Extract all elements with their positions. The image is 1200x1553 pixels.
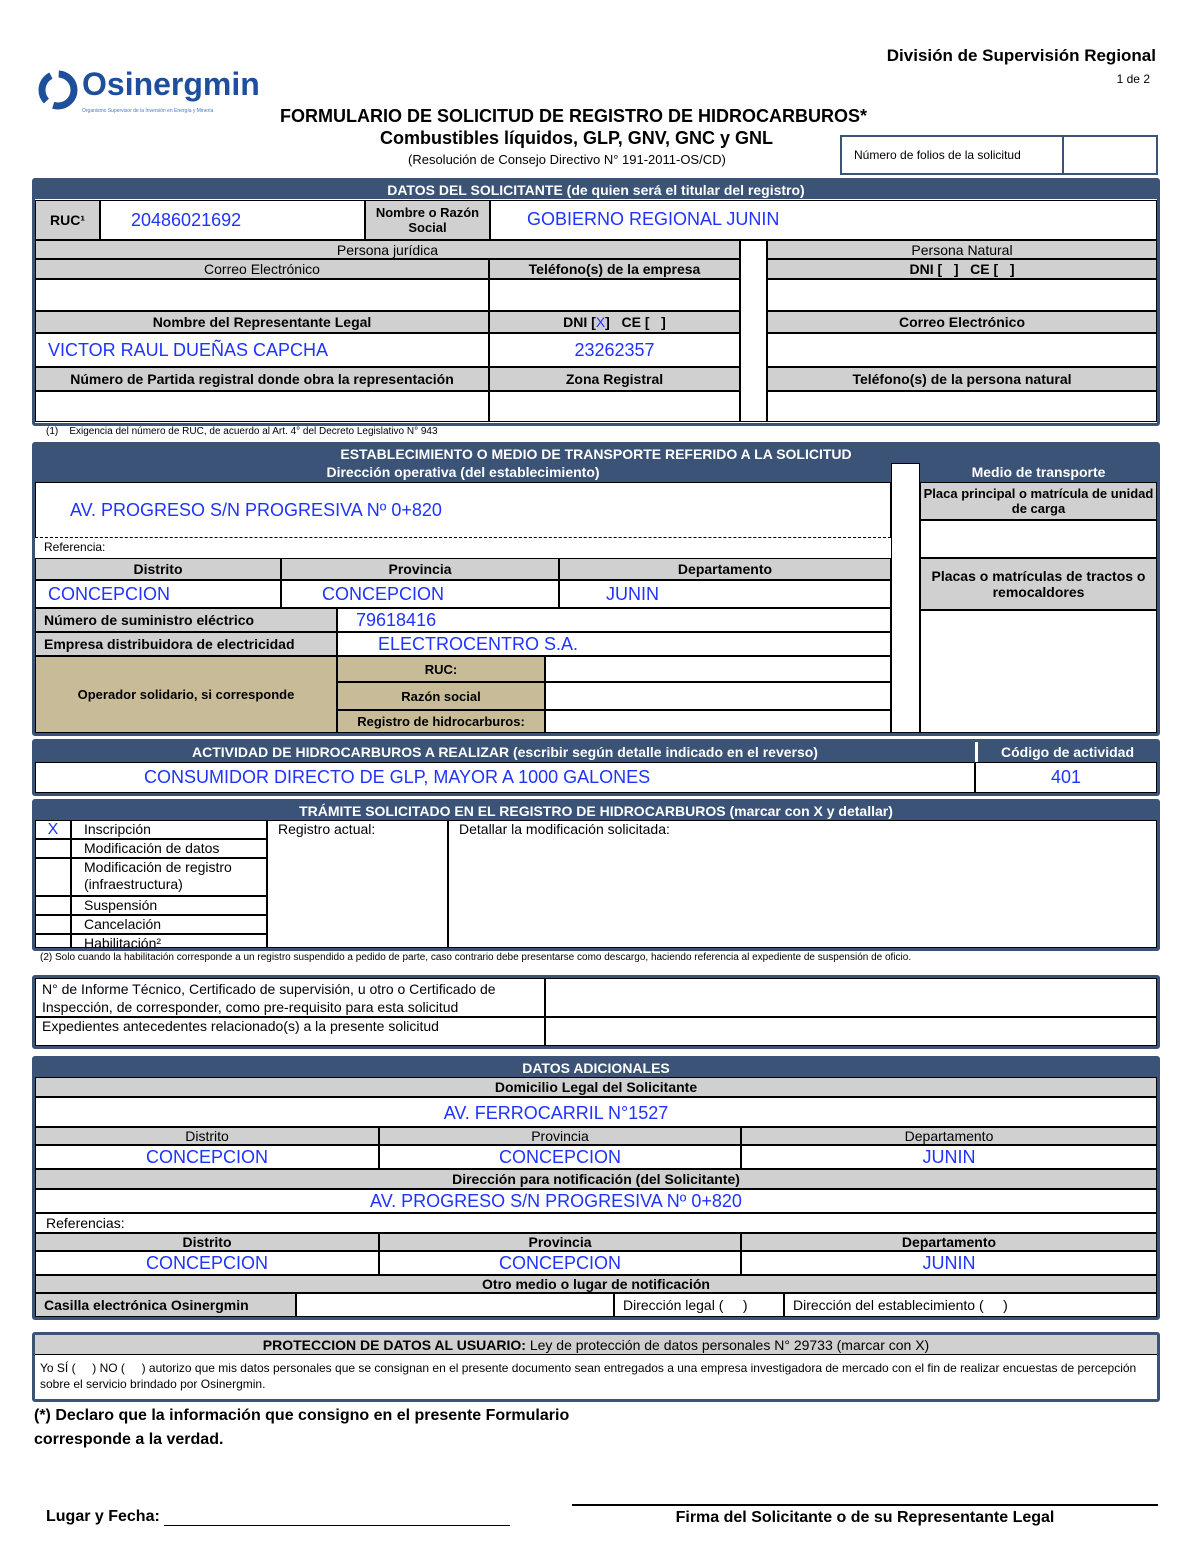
distrito-label: Distrito — [35, 558, 281, 580]
ruc-label: RUC¹ — [35, 200, 100, 240]
form-title: FORMULARIO DE SOLICITUD DE REGISTRO DE HIDROCARBUROS* — [280, 106, 868, 126]
codigo-field[interactable]: 401 — [975, 762, 1157, 793]
placas-field[interactable] — [920, 610, 1157, 733]
osinergmin-logo — [36, 66, 276, 122]
correo-label: Correo Electrónico — [35, 259, 489, 279]
dir-operativa-field[interactable]: AV. PROGRESO S/N PROGRESIVA Nº 0+820 — [35, 482, 891, 538]
ruc-field[interactable]: 20486021692 — [100, 200, 365, 240]
operador-registro-label: Registro de hidrocarburos: — [337, 710, 545, 733]
correo-pn-label: Correo Electrónico — [767, 311, 1157, 333]
registro-actual-field[interactable] — [267, 820, 448, 948]
footnote-1: (1) Exigencia del número de RUC, de acuerdo al Art. 4° del Decreto Legislativo N° 943 — [46, 426, 438, 437]
proteccion-header — [35, 1335, 1157, 1355]
detallar-field[interactable] — [448, 820, 1157, 948]
resolution-text: (Resolución de Consejo Directivo N° 191-2011-OS/CD) — [408, 152, 726, 167]
casilla-field[interactable] — [296, 1293, 614, 1317]
folios-label: Número de folios de la solicitud — [854, 148, 1021, 162]
distrito2-field[interactable]: CONCEPCION — [35, 1251, 379, 1275]
operador-razon-field[interactable] — [545, 682, 891, 710]
distrito1-field[interactable]: CONCEPCION — [35, 1145, 379, 1169]
referencias-label: Referencias: — [35, 1213, 1157, 1233]
operador-registro-field[interactable] — [545, 710, 891, 733]
casilla-label: Casilla electrónica Osinergmin — [35, 1293, 296, 1317]
firma-line — [572, 1504, 1158, 1506]
departamento2-field[interactable]: JUNIN — [741, 1251, 1157, 1275]
tramite-header: TRÁMITE SOLICITADO EN EL REGISTRO DE HIDROCARBUROS (marcar con X y detallar) — [35, 802, 1157, 820]
footnote-2: (2) Solo cuando la habilitación corresponde a un registro suspendido a pedido de parte, caso contrario debe presentarse como descargo, haciendo referencia al expediente de suspensión de oficio. — [40, 952, 912, 963]
partida-field[interactable] — [35, 391, 489, 422]
dir-operativa-label: Dirección operativa (del establecimiento) — [35, 463, 891, 482]
correo-field[interactable] — [35, 279, 489, 311]
dni-ce-label — [489, 311, 740, 333]
dir-legal-option[interactable]: Dirección legal ( ) — [614, 1293, 784, 1317]
registro-actual-label: Registro actual: — [278, 821, 376, 837]
divider-gap — [740, 240, 767, 422]
tramite-option-label: Modificación de registro (infraestructura) — [71, 858, 267, 896]
telefono-pn-label: Teléfono(s) de la persona natural — [767, 367, 1157, 391]
logo-icon — [36, 68, 80, 112]
zona-label: Zona Registral — [489, 367, 740, 391]
actividad-header: ACTIVIDAD DE HIDROCARBUROS A REALIZAR (escribir según detalle indicado en el reverso) — [35, 742, 975, 762]
expedientes-label: Expedientes antecedentes relacionado(s) a la presente solicitud — [35, 1017, 545, 1046]
dni-ce-pn-label: DNI [ ] CE [ ] — [767, 259, 1157, 279]
tramite-option-label: Habilitación² — [71, 934, 267, 948]
operador-ruc-field[interactable] — [545, 656, 891, 682]
logo-name: Osinergmin — [82, 66, 260, 102]
proteccion-header-bold: PROTECCION DE DATOS AL USUARIO: — [262, 1337, 526, 1353]
form-subtitle: Combustibles líquidos, GLP, GNV, GNC y GNL — [380, 128, 774, 148]
pj-label: Persona jurídica — [35, 240, 740, 259]
section-header-solicitante: DATOS DEL SOLICITANTE (de quien será el titular del registro) — [35, 181, 1157, 199]
detallar-label: Detallar la modificación solicitada: — [459, 821, 670, 837]
departamento1-field[interactable]: JUNIN — [741, 1145, 1157, 1169]
dni-prefix: DNI [ — [563, 314, 596, 330]
placas-label: Placas o matrículas de tractos o remocaldores — [920, 558, 1157, 610]
division-title: División de Supervisión Regional — [886, 46, 1156, 65]
tramite-checkbox[interactable] — [35, 896, 71, 915]
departamento2-label: Departamento — [741, 1233, 1157, 1251]
logo-tagline: Organismo Supervisor de la Inversión en Energía y Minería — [82, 108, 214, 114]
departamento1-label: Departamento — [741, 1127, 1157, 1145]
informe-field[interactable] — [545, 978, 1157, 1017]
pn-label: Persona Natural — [767, 240, 1157, 259]
tramite-checkbox[interactable] — [35, 839, 71, 858]
placa-label: Placa principal o matrícula de unidad de carga — [920, 482, 1157, 520]
page-number: 1 de 2 — [1116, 72, 1150, 86]
operador-label: Operador solidario, si corresponde — [35, 656, 337, 733]
actividad-field[interactable]: CONSUMIDOR DIRECTO DE GLP, MAYOR A 1000 GALONES — [35, 762, 975, 793]
tramite-option-label: Modificación de datos — [71, 839, 267, 858]
partida-label: Número de Partida registral donde obra la representación — [35, 367, 489, 391]
zona-field[interactable] — [489, 391, 740, 422]
notif-field[interactable]: AV. PROGRESO S/N PROGRESIVA Nº 0+820 — [35, 1189, 1157, 1213]
departamento-field[interactable]: JUNIN — [559, 580, 891, 608]
provincia-field[interactable]: CONCEPCION — [281, 580, 559, 608]
firma-label: Firma del Solicitante o de su Representante Legal — [675, 1509, 1055, 1526]
otro-medio-label: Otro medio o lugar de notificación — [35, 1275, 1157, 1293]
tramite-checkbox[interactable] — [35, 915, 71, 934]
expedientes-field[interactable] — [545, 1017, 1157, 1046]
lugar-fecha[interactable] — [46, 1508, 526, 1526]
codigo-header: Código de actividad — [975, 742, 1157, 762]
distrito1-label: Distrito — [35, 1127, 379, 1145]
folios-input[interactable] — [1062, 137, 1158, 173]
telefono-pn-field[interactable] — [767, 391, 1157, 422]
domicilio-label: Domicilio Legal del Solicitante — [35, 1077, 1157, 1097]
nombre-field[interactable]: GOBIERNO REGIONAL JUNIN — [490, 200, 1157, 240]
dni-mark[interactable]: X — [595, 314, 606, 330]
provincia2-label: Provincia — [379, 1233, 741, 1251]
nombre-label: Nombre o Razón Social — [365, 200, 490, 240]
rep-label: Nombre del Representante Legal — [35, 311, 489, 333]
operador-razon-label: Razón social — [337, 682, 545, 710]
medio-transporte-label: Medio de transporte — [920, 463, 1157, 482]
informe-label: N° de Informe Técnico, Certificado de supervisión, u otro o Certificado de Inspección, de corresponder, como pre-requisito para esta solicitud — [35, 978, 545, 1017]
dir-est-option[interactable]: Dirección del establecimiento ( ) — [784, 1293, 1157, 1317]
placa-field[interactable] — [920, 520, 1157, 558]
tramite-option-label: Suspensión — [71, 896, 267, 915]
provincia2-field[interactable]: CONCEPCION — [379, 1251, 741, 1275]
operador-ruc-label: RUC: — [337, 656, 545, 682]
gap-column — [891, 463, 920, 733]
dni-pn-field[interactable] — [767, 279, 1157, 311]
suministro-field[interactable]: 79618416 — [337, 608, 891, 632]
tramite-checkbox[interactable] — [35, 934, 71, 948]
tramite-checkbox[interactable] — [35, 858, 71, 896]
lugar-fecha-line[interactable] — [164, 1509, 510, 1526]
folios-box — [840, 135, 1158, 175]
declaracion-text: (*) Declaro que la información que consigno en el presente Formulario corresponde a la verdad. — [34, 1407, 570, 1448]
suministro-label: Número de suministro eléctrico — [35, 608, 337, 632]
notif-label: Dirección para notificación (del Solicitante) — [35, 1169, 1157, 1189]
proteccion-header-rest: Ley de protección de datos personales N° 29733 (marcar con X) — [525, 1337, 930, 1353]
empresa-field[interactable]: ELECTROCENTRO S.A. — [337, 632, 891, 656]
domicilio-field[interactable]: AV. FERROCARRIL N°1527 — [35, 1097, 1157, 1127]
telefono-empresa-field[interactable] — [489, 279, 740, 311]
distrito-field[interactable]: CONCEPCION — [35, 580, 281, 608]
referencia-label: Referencia: — [44, 540, 106, 554]
dni-field[interactable]: 23262357 — [489, 333, 740, 367]
tramite-checkbox[interactable]: X — [35, 820, 71, 839]
correo-pn-field[interactable] — [767, 333, 1157, 367]
provincia1-label: Provincia — [379, 1127, 741, 1145]
rep-field[interactable]: VICTOR RAUL DUEÑAS CAPCHA — [35, 333, 489, 367]
telefono-empresa-label: Teléfono(s) de la empresa — [489, 259, 740, 279]
proteccion-text[interactable]: Yo SÍ ( ) NO ( ) autorizo que mis datos personales que se consignan en el presente documento sean entregados a una empresa investigadora de mercado con el fin de realizar encuestas de percepción sobre el servicio brindado por Osinergmin. — [40, 1361, 1140, 1391]
provincia-label: Provincia — [281, 558, 559, 580]
section-header-establecimiento: ESTABLECIMIENTO O MEDIO DE TRANSPORTE REFERIDO A LA SOLICITUD — [35, 445, 1157, 463]
adicionales-header: DATOS ADICIONALES — [35, 1059, 1157, 1077]
tramite-option-label: Cancelación — [71, 915, 267, 934]
lugar-fecha-label: Lugar y Fecha: — [46, 1508, 160, 1525]
provincia1-field[interactable]: CONCEPCION — [379, 1145, 741, 1169]
ce-suffix: ] CE [ ] — [605, 314, 666, 330]
departamento-label: Departamento — [559, 558, 891, 580]
empresa-label: Empresa distribuidora de electricidad — [35, 632, 337, 656]
distrito2-label: Distrito — [35, 1233, 379, 1251]
tramite-option-label: Inscripción — [71, 820, 267, 839]
